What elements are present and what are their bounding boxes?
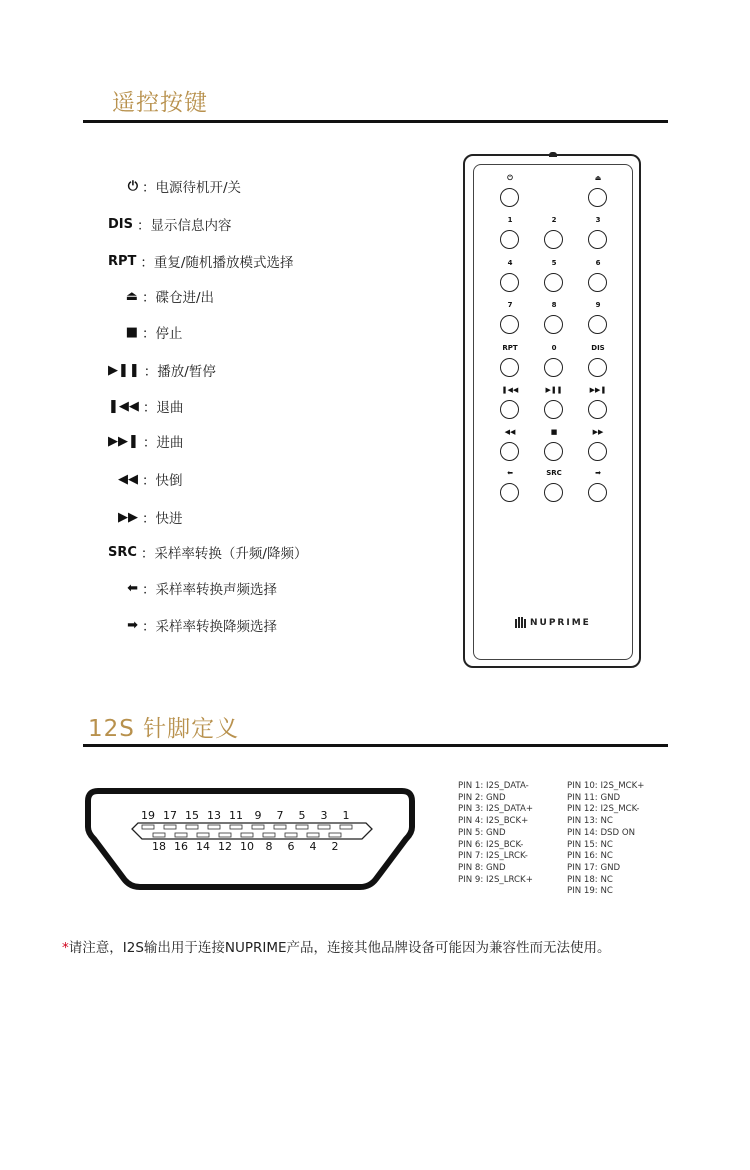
key-symbol: ⬅: [127, 580, 138, 596]
remote-button: [588, 273, 607, 292]
remote-brand-text: NUPRIME: [530, 617, 591, 628]
key-description: ：快倒: [142, 473, 183, 489]
remote-button: [544, 315, 563, 334]
key-legend-item: [108, 249, 293, 273]
remote-button-label: ⬅: [507, 469, 513, 477]
remote-button-label: ➡: [595, 469, 601, 477]
pin-number-label: 10: [240, 840, 254, 853]
key-legend-item: [108, 540, 307, 564]
remote-button: [588, 400, 607, 419]
note-asterisk: *: [62, 940, 69, 956]
pin-contact: [285, 833, 297, 837]
pin-contact: [329, 833, 341, 837]
remote-button: [544, 273, 563, 292]
pin-definition: PIN 11: GND: [567, 792, 621, 803]
pin-definition: PIN 9: I2S_LRCK+: [458, 874, 533, 885]
key-symbol: ▶▶: [118, 509, 138, 525]
remote-button: [544, 358, 563, 377]
remote-section-title: 遥控按键: [112, 90, 208, 116]
remote-control-illustration: [463, 154, 639, 666]
remote-button-label: 6: [595, 259, 601, 267]
key-symbol: ▶❚❚: [108, 362, 140, 378]
remote-button: [500, 483, 519, 502]
pin-number-label: 14: [196, 840, 210, 853]
remote-button: [588, 442, 607, 461]
remote-button: [588, 188, 607, 207]
key-legend-item: [108, 212, 232, 236]
pin-definition: PIN 1: I2S_DATA-: [458, 781, 529, 791]
pin-definition: PIN 18: NC: [567, 874, 613, 885]
remote-button-label: 8: [551, 301, 557, 309]
pin-definition: PIN 16: NC: [567, 851, 613, 862]
key-legend-item: [108, 358, 216, 382]
pin-definition: PIN 10: I2S_MCK+: [567, 781, 645, 791]
remote-button: [500, 188, 519, 207]
key-symbol: ➡: [127, 617, 138, 633]
pin-number-label: 18: [152, 840, 166, 853]
pin-contact: [318, 825, 330, 829]
key-legend-item: [108, 320, 183, 344]
remote-button: [500, 315, 519, 334]
remote-button-label: DIS: [591, 344, 605, 352]
key-symbol: DIS: [108, 216, 133, 232]
remote-button-label: ❚◀◀: [501, 386, 519, 394]
remote-body: [463, 154, 641, 668]
pin-contact: [307, 833, 319, 837]
i2s-section-title: 12S 针脚定义: [88, 716, 240, 742]
key-description: ：电源待机开/关: [142, 180, 242, 196]
remote-button-label: ▶❚❚: [545, 386, 563, 394]
remote-button: [588, 483, 607, 502]
remote-button-label: 2: [551, 216, 557, 224]
pin-contact: [241, 833, 253, 837]
key-legend-item: [108, 429, 183, 453]
remote-ir-nub: [549, 152, 557, 157]
pin-number-label: 11: [229, 809, 243, 822]
key-description: ：采样率转换声频选择: [142, 582, 277, 598]
remote-button-label: ▶▶: [592, 428, 604, 436]
compatibility-note: [62, 936, 611, 956]
pin-definition: PIN 14: DSD ON: [567, 827, 636, 838]
remote-button: [500, 400, 519, 419]
key-symbol: ⏏: [125, 288, 138, 304]
remote-button-label: RPT: [502, 344, 518, 352]
remote-button-label: 5: [551, 259, 557, 267]
remote-button-label: 9: [595, 301, 601, 309]
pin-number-label: 15: [185, 809, 199, 822]
key-description: ：退曲: [142, 400, 184, 416]
remote-button-label: 1: [507, 216, 513, 224]
pin-definition: PIN 6: I2S_BCK-: [458, 839, 524, 850]
pin-contact: [197, 833, 209, 837]
remote-button: [588, 315, 607, 334]
note-text: 请注意，I2S输出用于连接NUPRIME产品，连接其他品牌设备可能因为兼容性而无法使用。: [68, 940, 611, 956]
pin-definition: PIN 2: GND: [458, 792, 506, 803]
remote-button-label: 3: [595, 216, 601, 224]
pin-number-label: 8: [265, 840, 273, 853]
pin-list-col2: [567, 781, 644, 898]
key-legend-item: [108, 505, 183, 529]
key-description: ：采样率转换降频选择: [142, 619, 277, 635]
section-divider: [83, 744, 668, 747]
pin-contact: [142, 825, 154, 829]
remote-button: [544, 230, 563, 249]
remote-button: [588, 358, 607, 377]
pin-definition: PIN 13: NC: [567, 816, 613, 827]
pin-definition: PIN 12: I2S_MCK-: [567, 804, 640, 815]
key-legend-item: [108, 576, 277, 600]
pin-number-label: 4: [309, 840, 317, 853]
key-description: ：碟仓进/出: [142, 290, 215, 306]
remote-button: [544, 442, 563, 461]
hdmi-connector-diagram: [80, 783, 420, 898]
pin-number-label: 7: [276, 809, 284, 822]
pin-contact: [274, 825, 286, 829]
pin-number-label: 1: [342, 809, 350, 822]
pin-number-label: 9: [254, 809, 262, 822]
key-symbol: ❚◀◀: [108, 398, 139, 414]
key-description: ：停止: [142, 326, 183, 342]
pin-contact: [186, 825, 198, 829]
pin-number-label: 12: [218, 840, 232, 853]
key-legend-item: [108, 394, 183, 418]
key-symbol: ■: [125, 324, 138, 340]
pin-contact: [208, 825, 220, 829]
key-legend-item: [108, 467, 183, 491]
key-description: ：显示信息内容: [137, 218, 232, 234]
section-divider: [83, 120, 668, 123]
key-symbol: ▶▶❚: [108, 433, 139, 449]
remote-button-label: 0: [551, 344, 557, 352]
pin-contact: [153, 833, 165, 837]
key-symbol: ◀◀: [118, 471, 138, 487]
pin-definition: PIN 17: GND: [567, 862, 621, 873]
key-description: ：重复/随机播放模式选择: [140, 255, 294, 271]
remote-button-label: ⏏: [594, 174, 602, 182]
pin-definition: PIN 3: I2S_DATA+: [458, 804, 534, 815]
remote-button: [500, 442, 519, 461]
remote-button: [588, 230, 607, 249]
key-description: ：进曲: [142, 435, 184, 451]
remote-button-label: ◀◀: [504, 428, 516, 436]
remote-button-label: 7: [507, 301, 513, 309]
remote-button: [500, 230, 519, 249]
nuprime-logo-icon: [515, 617, 526, 628]
remote-brand: [515, 617, 591, 628]
pin-number-label: 6: [287, 840, 295, 853]
pin-number-label: 13: [207, 809, 221, 822]
remote-button-label: ■: [550, 428, 558, 436]
pin-number-label: 17: [163, 809, 177, 822]
pin-definition: PIN 19: NC: [567, 886, 613, 897]
remote-button: [544, 483, 563, 502]
hdmi-connector-svg: [80, 783, 420, 898]
key-symbol: SRC: [108, 544, 137, 560]
key-description: ：采样率转换（升频/降频）: [140, 546, 308, 562]
pin-contact: [263, 833, 275, 837]
pin-contact: [219, 833, 231, 837]
pin-number-label: 3: [320, 809, 328, 822]
key-legend-item: [108, 284, 214, 308]
remote-button: [500, 358, 519, 377]
pin-definition: PIN 8: GND: [458, 862, 506, 873]
pin-contact: [252, 825, 264, 829]
remote-button-label: 4: [507, 259, 513, 267]
remote-button: [500, 273, 519, 292]
key-symbol: ⏻: [127, 178, 138, 194]
pin-contact: [164, 825, 176, 829]
pin-number-label: 5: [298, 809, 306, 822]
remote-button-label: ▶▶❚: [589, 386, 607, 394]
key-legend-item: [108, 613, 277, 637]
key-description: ：播放/暂停: [143, 364, 216, 380]
remote-button-label: SRC: [546, 469, 562, 477]
pin-contact: [296, 825, 308, 829]
key-legend-item: [108, 174, 241, 198]
pin-definition: PIN 5: GND: [458, 827, 506, 838]
pin-list-col1: [458, 781, 533, 886]
pin-number-label: 19: [141, 809, 155, 822]
pin-definition: PIN 15: NC: [567, 839, 613, 850]
remote-button: [544, 400, 563, 419]
pin-definition: PIN 7: I2S_LRCK-: [458, 851, 528, 862]
pin-contact: [175, 833, 187, 837]
key-symbol: RPT: [108, 253, 137, 269]
pin-number-label: 2: [331, 840, 339, 853]
pin-contact: [230, 825, 242, 829]
key-description: ：快进: [142, 511, 183, 527]
pin-contact: [340, 825, 352, 829]
pin-definition: PIN 4: I2S_BCK+: [458, 816, 529, 827]
pin-number-label: 16: [174, 840, 188, 853]
remote-button-label: ⏻: [507, 174, 513, 182]
